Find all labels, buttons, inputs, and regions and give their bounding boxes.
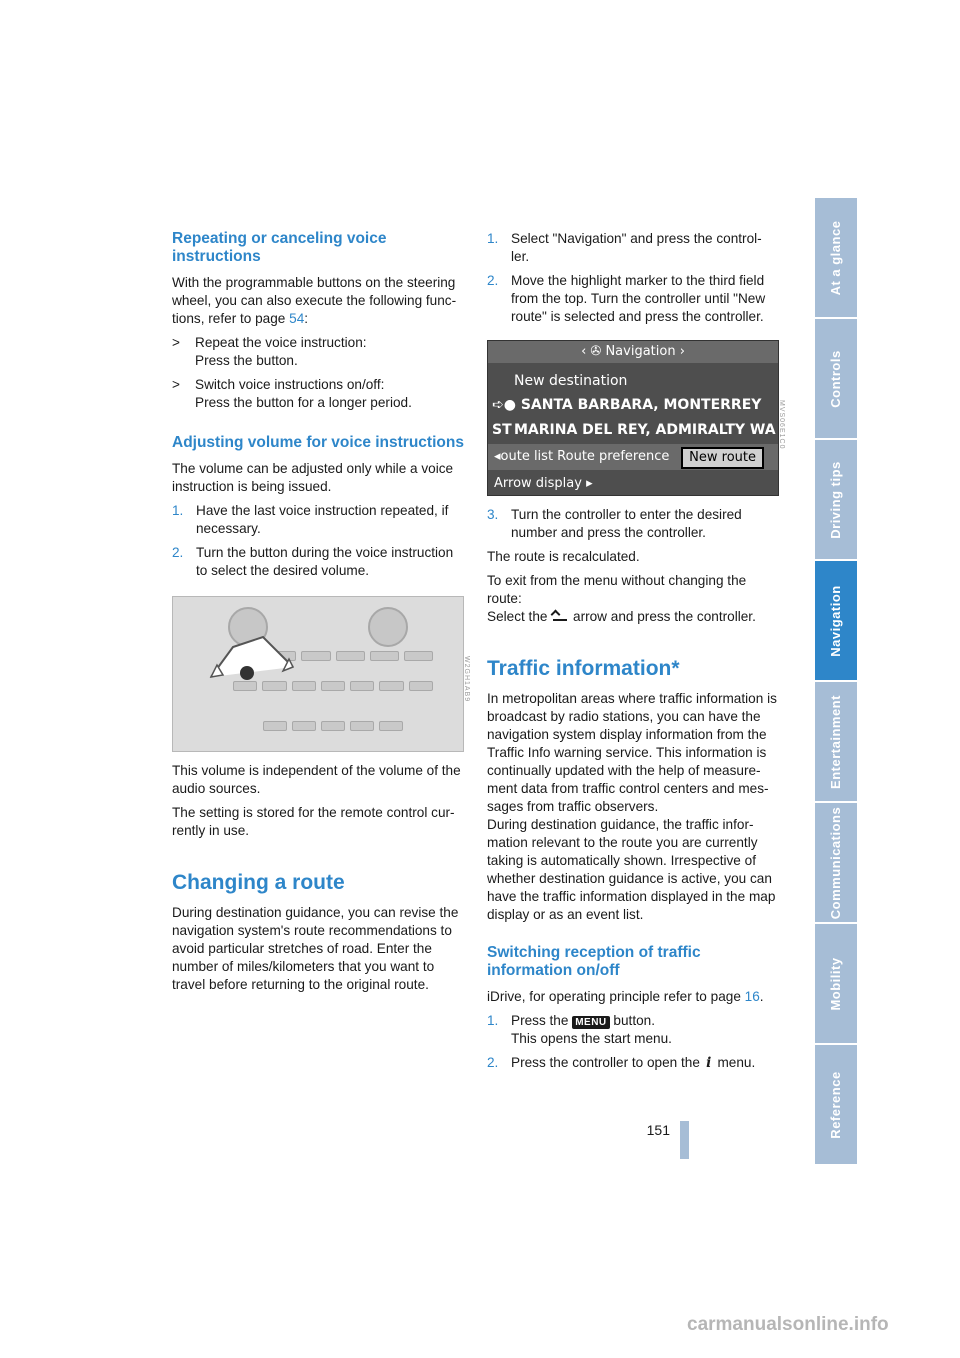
paragraph-exit: To exit from the menu without changing the route:: [487, 573, 747, 606]
step-number: 1.: [487, 231, 499, 246]
switch-step-1: [487, 1012, 779, 1048]
tab-label: Navigation: [828, 584, 843, 657]
screen-new-destination: New destination: [514, 373, 628, 389]
page-link-54[interactable]: 54: [289, 311, 305, 326]
page-number: 151: [646, 1122, 670, 1138]
right-knob-icon: [368, 607, 408, 647]
figure-control-panel: [172, 596, 470, 752]
paragraph-volume: The volume can be adjusted only while a voice instruction is being issued.: [172, 461, 454, 494]
step-text: Turn the controller to enter the desired number and press the controller.: [511, 507, 742, 540]
tab-navigation[interactable]: [815, 561, 857, 680]
screen-new-route-selected: New route: [681, 447, 764, 469]
paragraph-idrive: [487, 988, 779, 1006]
left-column: [172, 230, 470, 1000]
paragraph-text: :: [304, 311, 309, 326]
tab-driving-tips[interactable]: [815, 440, 857, 559]
step-2: [487, 272, 779, 326]
paragraph-text: With the programmable buttons on the steering wheel, you can also execute the following func- tions, refer to page: [172, 275, 457, 326]
paragraph-programmable-buttons: [172, 274, 464, 328]
step-number: 3.: [487, 507, 499, 522]
paragraph-changing-route: During destination guidance, you can revise the navigation system's route recommendations to avoid particular stretches of road. Enter the number of miles/kilometers that you want to travel before returning to the original route.: [172, 905, 459, 992]
page-marker-bar: [680, 1121, 689, 1159]
section-title-switching-reception: Switching reception of traffic information on/off: [487, 944, 701, 979]
bullet-line: Switch voice instructions on/off:: [195, 377, 385, 392]
footer-url: carmanualsonline.info: [687, 1314, 889, 1335]
tab-reference[interactable]: [815, 1045, 857, 1164]
paragraph-text: .: [759, 989, 764, 1004]
tab-entertainment[interactable]: [815, 682, 857, 801]
step-text-part: menu.: [713, 1055, 756, 1070]
tab-label: Communications: [828, 806, 843, 919]
paragraph-text: Select the: [487, 609, 552, 624]
tab-label: Controls: [828, 349, 843, 408]
figure-navigation-screen: [487, 340, 785, 496]
bullet-marker: >: [172, 377, 180, 392]
section-title-changing-route: Changing a route: [172, 871, 345, 894]
screen-route-list: ◂oute list Route preference: [494, 449, 670, 464]
figure-code: W2GH1AB9: [463, 656, 470, 703]
tab-at-a-glance[interactable]: [815, 198, 857, 317]
screen-title: ‹ ✇ Navigation ›: [488, 341, 778, 363]
step-number: 2.: [487, 1055, 499, 1070]
paragraph-traffic-guidance: During destination guidance, the traffic infor- mation relevant to the route you are currently taking is automatically shown. Irrespective of whether destination guidance is active, you can have the traffic information displayed in the map display or as an event list.: [487, 817, 776, 922]
section-title-traffic-info: Traffic information*: [487, 657, 680, 680]
switch-step-2: [487, 1054, 779, 1072]
bullet-repeat: [172, 334, 464, 370]
step-2: [172, 544, 464, 580]
menu-button-icon: MENU: [572, 1016, 609, 1029]
paragraph-select-arrow: [487, 608, 779, 626]
tab-label: Driving tips: [828, 460, 843, 539]
bullet-line: Press the button for a longer period.: [195, 395, 412, 410]
paragraph-independent: This volume is independent of the volume of the audio sources.: [172, 763, 461, 796]
step-text: [511, 1012, 779, 1048]
bullet-line: Press the button.: [195, 353, 298, 368]
paragraph-traffic-broadcast: In metropolitan areas where traffic information is broadcast by radio stations, you can have the navigation system display information from the Traffic Info warning service. This information is continually updated with the help of measure- ment data from traffic control centers and mes- sages from traffic observers.: [487, 691, 777, 814]
tab-label: Reference: [828, 1070, 843, 1139]
rotate-arrow-icon: [203, 627, 303, 687]
paragraph-text: arrow and press the controller.: [569, 609, 756, 624]
step-1: [172, 502, 464, 538]
screen-destination-row: ➪● SANTA BARBARA, MONTERREY ST: [492, 397, 762, 438]
chapter-tabs: [815, 198, 857, 1166]
right-column: [487, 230, 785, 1078]
step-text-part: Press the: [511, 1013, 573, 1028]
tab-label: At a glance: [828, 220, 843, 295]
navigation-screen: [487, 340, 779, 496]
screen-menu-bar: [488, 444, 778, 470]
tab-mobility[interactable]: [815, 924, 857, 1043]
paragraph-stored: The setting is stored for the remote control cur- rently in use.: [172, 805, 455, 838]
figure-code: MVS06E1C0: [778, 400, 785, 450]
info-icon: i: [706, 1055, 712, 1071]
back-arrow-icon: [551, 611, 569, 622]
step-text-part: This opens the start menu.: [511, 1031, 672, 1046]
paragraph-recalculated: The route is recalculated.: [487, 549, 640, 564]
tab-label: Mobility: [828, 956, 843, 1011]
section-title-adjust-volume: Adjusting volume for voice instructions: [172, 434, 464, 451]
step-text-part: button.: [609, 1013, 656, 1028]
button-row: [263, 721, 403, 731]
step-text: Move the highlight marker to the third field from the top. Turn the controller until "New route" is selected and press the controller.: [511, 273, 766, 324]
control-panel-illustration: [172, 596, 464, 752]
tab-label: Entertainment: [828, 694, 843, 789]
step-text-part: Press the controller to open the: [511, 1055, 704, 1070]
step-text: Select "Navigation" and press the control- ler.: [511, 231, 762, 264]
paragraph-text: iDrive, for operating principle refer to page: [487, 989, 745, 1004]
step-text: Turn the button during the voice instruction to select the desired volume.: [196, 545, 454, 578]
section-title-repeating: Repeating or canceling voice instructions: [172, 230, 387, 265]
step-number: 1.: [172, 503, 184, 518]
bullet-switch: [172, 376, 464, 412]
step-1: [487, 230, 779, 266]
bullet-line: Repeat the voice instruction:: [195, 335, 367, 350]
step-number: 2.: [172, 545, 184, 560]
bullet-text: [195, 376, 464, 412]
step-text: Have the last voice instruction repeated, if necessary.: [196, 503, 449, 536]
bullet-text: [195, 334, 464, 370]
screen-destination-row: MARINA DEL REY, ADMIRALTY WA: [514, 422, 776, 438]
step-text: [511, 1054, 779, 1072]
step-number: 1.: [487, 1013, 499, 1028]
step-3: [487, 506, 779, 542]
tab-controls[interactable]: [815, 319, 857, 438]
screen-arrow-display: Arrow display ▸: [494, 476, 593, 491]
tab-communications[interactable]: [815, 803, 857, 922]
page-link-16[interactable]: 16: [744, 989, 760, 1004]
bullet-marker: >: [172, 335, 180, 350]
step-number: 2.: [487, 273, 499, 288]
